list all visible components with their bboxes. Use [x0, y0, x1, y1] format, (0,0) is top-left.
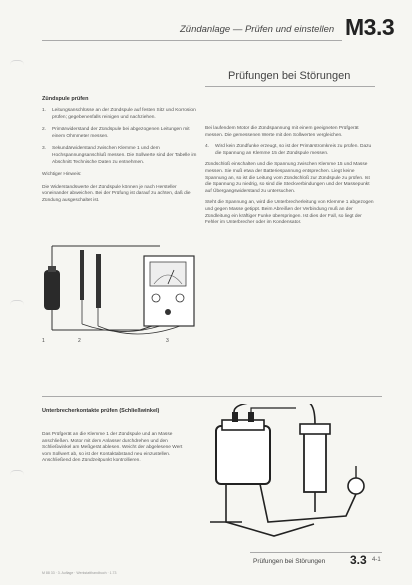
meter-icon	[144, 256, 194, 326]
header-section-code: M3.3	[345, 14, 395, 40]
punch-hole-mark	[10, 300, 24, 305]
section2-text: Das Prüfgerät an die Klemme 1 der Zündspule und an Masse anschließen. Motor mit dem Anlasser durchdrehen und den Schließwinkel am Meßgerät ablesen. Weicht der abgelesene Wert vom Sollwert ab, so ist der Kontaktabstand neu einzustellen. Anschließend den Zündzeitpunkt kontrollieren.	[42, 432, 183, 464]
right-intro: Bei laufendem Motor die Zündspannung mit einem geeigneten Prüfgerät messen. Die gemessenen Werte mit den Sollwerten vergleichen.	[205, 126, 359, 138]
test-probe-icon	[80, 250, 101, 326]
item-text: Wird kein Zündfunke erzeugt, so ist der Primärstromkreis zu prüfen. Dazu die Spannung an Klemme 15 der Zündspule messen.	[215, 144, 372, 156]
footer-print-info: M 88 33 · 3. Auflage · Werkstatthandbuch · 1.73	[42, 571, 117, 575]
list-item	[205, 144, 375, 157]
item-number: 1.	[42, 108, 47, 113]
breaker-points-diagram	[196, 404, 386, 552]
header-rule	[42, 40, 342, 41]
list-item	[42, 127, 202, 140]
test-setup-diagram	[40, 226, 212, 346]
note-text: Die Widerstandswerte der Zündspule können je nach Hersteller voneinander abweichen. Bei der Prüfung ist darauf zu achten, daß die Zündung ausgeschaltet ist.	[42, 184, 191, 203]
item-text: Leitungsanschlüsse an der Zündspule auf festen Sitz und Korrosion prüfen; gegebenenfalls reinigen und nachziehen.	[52, 108, 196, 120]
footer-page-number: 3.3	[350, 553, 367, 567]
ignition-coil-icon	[216, 412, 270, 484]
ground-wire	[226, 484, 314, 536]
ignition-coil-icon	[44, 266, 60, 330]
item-text: Sekundärwiderstand zwischen Klemme 1 und dem Hochspannungsanschluß messen. Die Sollwerte sind der Tabelle im Abschnitt Technische Daten zu entnehmen.	[52, 146, 197, 165]
section-divider	[42, 396, 382, 397]
section-rule	[205, 86, 375, 87]
right-paragraph: Steht die Spannung an, wird die Unterbrecherleitung von Klemme 1 abgezogen und gegen Masse getippt. Beim Abreißen der Verbindung muß an der Zündleitung ein kräftiger Funke überspringen. Ist dies der Fall, so liegt der Fehler im Unterbrecher oder im Kondensator.	[205, 200, 374, 226]
item-text: Primärwiderstand der Zündspule bei abgezogenen Leitungen mit einem Ohmmeter messen.	[52, 127, 190, 139]
list-item	[42, 146, 202, 166]
punch-hole-mark	[10, 60, 24, 65]
item-number: 4.	[205, 144, 210, 150]
section2-body	[42, 432, 190, 471]
primary-lead	[251, 408, 296, 412]
section-title: Prüfungen bei Störungen	[228, 70, 351, 82]
note-heading: Wichtiger Hinweis:	[42, 172, 82, 178]
header-title: Zündanlage — Prüfen und einstellen	[180, 24, 335, 35]
distributor-icon	[300, 424, 330, 512]
test-lamp-icon	[348, 466, 364, 494]
footer-sub-number: 4-1	[372, 557, 381, 563]
section2-heading: Unterbrecherkontakte prüfen (Schließwinkel)	[42, 408, 160, 414]
diagram-label: 2	[78, 338, 81, 344]
left-column	[42, 96, 202, 211]
right-paragraph: Zündschloß einschalten und die Spannung zwischen Klemme 15 und Masse messen. Sie muß etwa der Batteriespannung entsprechen. Liegt keine Spannung an, so ist die Leitung vom Zündschloß zur Zündspule zu prüfen. Ist die Spannung zu niedrig, so sind die Steckverbindungen und der Massepunkt auf Übergangswiderstand zu untersuchen.	[205, 162, 370, 194]
list-item	[42, 108, 202, 121]
footer-label: Prüfungen bei Störungen	[253, 558, 326, 565]
item-number: 3.	[42, 146, 47, 152]
punch-hole-mark	[10, 470, 24, 475]
right-column	[205, 126, 375, 232]
left-heading: Zündspule prüfen	[42, 96, 89, 102]
diagram-label: 3	[166, 338, 169, 344]
diagram-label: 1	[42, 338, 45, 344]
item-number: 2.	[42, 127, 47, 133]
